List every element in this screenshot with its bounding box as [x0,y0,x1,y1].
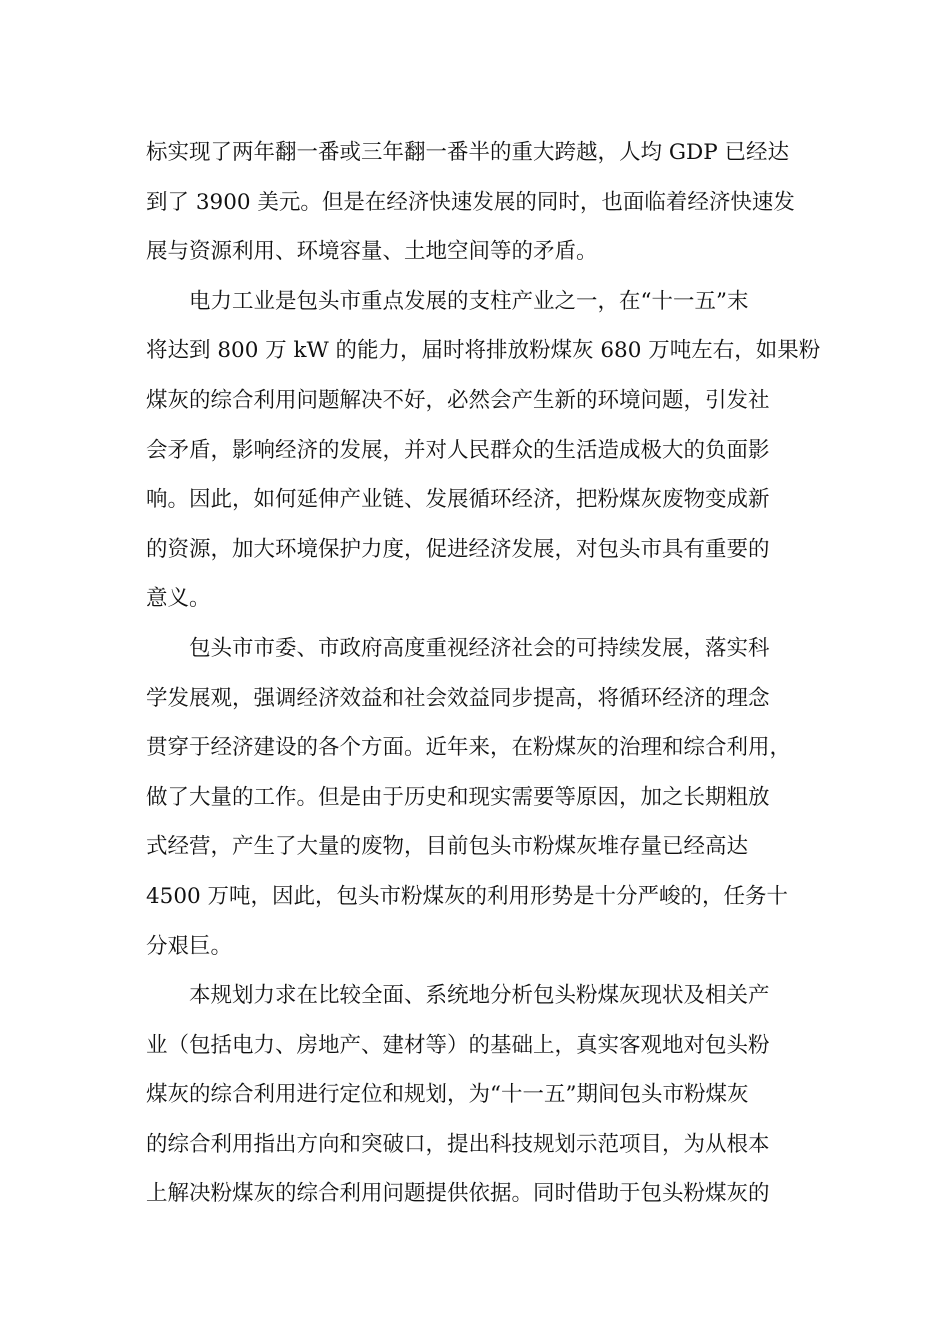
text-line: 煤灰的综合利用进行定位和规划，为“十一五”期间包头市粉煤灰 [146,1082,749,1108]
text-line: 业（包括电力、房地产、建材等）的基础上，真实客观地对包头粉 [146,1032,770,1058]
paragraph [146,277,826,624]
text-line: 将达到 800 万 kW 的能力，届时将排放粉煤灰 680 万吨左右，如果粉 [146,338,821,364]
text-line: 的综合利用指出方向和突破口，提出科技规划示范项目，为从根本 [146,1131,770,1157]
text-line: 做了大量的工作。但是由于历史和现实需要等原因，加之长期粗放 [146,784,770,810]
body-text [146,128,826,1219]
paragraph [146,128,826,277]
text-line: 贯穿于经济建设的各个方面。近年来，在粉煤灰的治理和综合利用， [146,735,792,761]
text-line: 煤灰的综合利用问题解决不好，必然会产生新的环境问题，引发社 [146,387,770,413]
paragraph [146,971,826,1219]
text-line: 标实现了两年翻一番或三年翻一番半的重大跨越，人均 GDP 已经达 [146,140,790,165]
text-line: 的资源，加大环境保护力度，促进经济发展，对包头市具有重要的 [146,536,770,562]
text-line: 学发展观，强调经济效益和社会效益同步提高，将循环经济的理念 [146,685,770,711]
text-line: 分艰巨。 [146,933,233,959]
text-line: 会矛盾，影响经济的发展，并对人民群众的生活造成极大的负面影 [146,437,770,463]
text-line: 展与资源利用、环境容量、土地空间等的矛盾。 [146,239,598,265]
text-line: 响。因此，如何延伸产业链、发展循环经济，把粉煤灰废物变成新 [146,487,770,513]
text-line: 电力工业是包头市重点发展的支柱产业之一，在“十一五”末 [189,288,749,314]
text-line: 意义。 [146,586,211,612]
text-line: 式经营，产生了大量的废物，目前包头市粉煤灰堆存量已经高达 [146,834,749,860]
text-line: 包头市市委、市政府高度重视经济社会的可持续发展，落实科 [189,635,770,661]
text-line: 本规划力求在比较全面、系统地分析包头粉煤灰现状及相关产 [189,983,770,1009]
text-line: 到了 3900 美元。但是在经济快速发展的同时，也面临着经济快速发 [146,189,795,215]
paragraph [146,624,826,971]
text-line: 4500 万吨，因此，包头市粉煤灰的利用形势是十分严峻的，任务十 [146,883,789,909]
text-line: 上解决粉煤灰的综合利用问题提供依据。同时借助于包头粉煤灰的 [146,1181,770,1207]
